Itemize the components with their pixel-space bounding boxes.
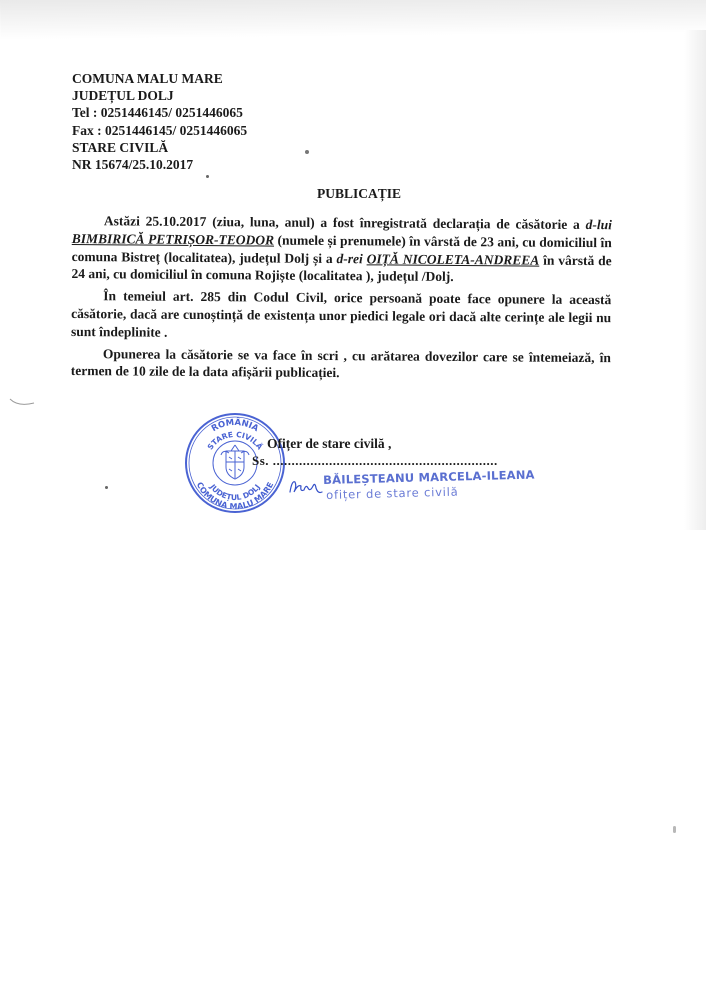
commune-name: COMUNA MALU MARE — [72, 71, 223, 86]
scan-speck — [673, 826, 676, 833]
officer-role-stamp: ofițer de stare civilă — [326, 484, 459, 502]
scan-speck — [105, 486, 108, 489]
letterhead — [72, 70, 247, 173]
coat-of-arms-icon — [221, 445, 249, 479]
document-body — [71, 212, 612, 388]
scan-mark — [8, 395, 38, 411]
bride-title: d-rei — [336, 250, 363, 266]
officer-name-stamp: BĂILEȘTEANU MARCELA-ILEANA — [323, 467, 535, 487]
legal-basis-paragraph: În temeiul art. 285 din Codul Civil, orice persoană poate face opunere la această căsătorie, dacă are cunoștință de existența unor piedici legale ori dacă alte cerințe ale legii nu sunt îndeplinite . — [71, 288, 612, 340]
officer-label: Ofițer de stare civilă , — [267, 436, 392, 451]
scan-speck — [206, 175, 209, 178]
county-name: JUDEȚUL DOLJ — [72, 88, 174, 104]
department: STARE CIVILĂ — [72, 139, 169, 155]
groom-title: d-lui — [585, 217, 612, 233]
declaration-paragraph: Astăzi 25.10.2017 (ziua, luna, anul) a fost înregistrată declarația de căsătorie a d-lui BIMBIRICĂ PETRIȘOR-TEODOR (numele și prenumele) în vârstă de 23 ani, cu domiciliul în comuna Bistreț (localitatea), județul Dolj și a d-rei OIȚĂ NICOLETA-ANDREEA în vârstă de 24 ani, cu domiciliul în comuna Rojiște (localitatea ), județul /Dolj. — [71, 213, 612, 285]
scan-speck — [305, 150, 309, 154]
handwritten-signature — [288, 474, 324, 500]
groom-name: BIMBIRICĂ PETRIȘOR-TEODOR — [71, 230, 275, 248]
bride-name: OIȚĂ NICOLETA-ANDREEA — [366, 250, 540, 268]
fax: Fax : 0251446145/ 0251446065 — [72, 122, 248, 138]
stamp-office-text: STARE CIVILĂ — [205, 429, 265, 452]
stamp-county-text: JUDEȚUL DOLJ — [208, 482, 262, 503]
registration-number: NR 15674/25.10.2017 — [72, 157, 194, 173]
stamp-country-text: ROMÂNIA — [209, 417, 261, 435]
telephone: Tel : 0251446145/ 0251446065 — [72, 105, 243, 121]
opposition-paragraph: Opunerea la căsătorie se va face în scri , cu arătarea dovezilor care se întemeiază, în termen de 10 zile de la data afișării publicației. — [70, 345, 611, 381]
scan-right-shadow — [684, 30, 706, 530]
signature-line: Ss. ............................................................ — [252, 453, 498, 468]
document-title: PUBLICAȚIE — [316, 186, 402, 201]
scan-top-shadow — [0, 0, 706, 40]
stamp-commune-text: COMUNA MALU MARE — [194, 480, 276, 512]
